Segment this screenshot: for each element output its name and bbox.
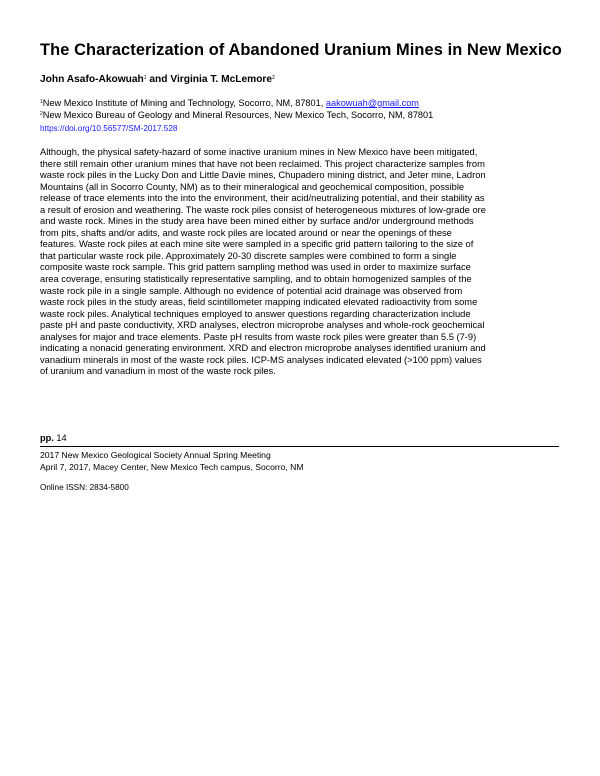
author-name: Virginia T. McLemore	[170, 74, 273, 85]
abstract-line: Mountains (all in Socorro County, NM) as to their mineralogical and geochemical composition, possible	[40, 181, 465, 192]
abstract-line: analyses for major and trace elements. Paste pH results from waste rock piles were greater than 5.5 (7-9)	[40, 331, 477, 342]
abstract-line: that particular waste rock pile. Approximately 20-30 discrete samples were combined to form a single	[40, 250, 457, 261]
meeting-info	[40, 450, 304, 473]
abstract-line: features. Waste rock piles at each mine site were sampled in a specific grid pattern tailoring to the size of	[40, 239, 474, 250]
affiliation-1	[40, 97, 419, 109]
pages-value: 14	[56, 433, 67, 443]
abstract-line: waste rock piles in the Lucky Don and Little Davie mines, Chupadero mining district, and Jeter mine, Ladron	[40, 170, 486, 181]
abstract-line: indicating a nonacid generating environment. XRD and electron microprobe analyses identified uranium and	[40, 343, 486, 354]
author-line	[40, 72, 275, 86]
email-link[interactable]: aakowuah@gmail.com	[325, 98, 419, 108]
abstract-line: waste rock piles. Analytical techniques employed to answer questions regarding characterization include	[40, 308, 471, 319]
paper-title: The Characterization of Abandoned Uranium Mines in New Mexico	[40, 41, 562, 59]
affiliation-marker: 1	[40, 99, 43, 105]
meeting-name: 2017 New Mexico Geological Society Annual Spring Meeting	[40, 450, 271, 460]
abstract-line: a result of erosion and weathering. The waste rock piles consist of heterogeneous mixtures of low-grade ore	[40, 204, 486, 215]
abstract-line: from pits, shafts and/or adits, and waste rock piles are located around or near the openings of these	[40, 227, 452, 238]
author-affiliation-marker: 2	[272, 75, 275, 81]
affiliation-text: New Mexico Institute of Mining and Technology, Socorro, NM, 87801,	[42, 98, 326, 108]
author-name: John Asafo-Akowuah	[40, 74, 144, 85]
author-connector: and	[146, 74, 171, 85]
affiliation-text: New Mexico Bureau of Geology and Mineral Resources, New Mexico Tech, Socorro, NM, 87801	[42, 110, 434, 120]
page-range	[40, 433, 67, 444]
doi-link[interactable]: https://doi.org/10.56577/SM-2017.528	[40, 124, 178, 133]
affiliation-marker: 2	[40, 111, 43, 117]
issn: Online ISSN: 2834-5800	[40, 483, 129, 492]
abstract-line: there still remain other uranium mines that have not been reclaimed. This project characterize samples from	[40, 158, 485, 169]
affiliation-2	[40, 109, 433, 121]
author-affiliation-marker: 1	[143, 75, 147, 81]
abstract-line: Although, the physical safety-hazard of some inactive uranium mines in New Mexico have been mitigated,	[40, 147, 478, 157]
abstract-line: release of trace elements into the into the environment, their acid/neutralizing potential, and their stability as	[40, 193, 485, 204]
abstract-line: area coverage, ensuring statistically representative sampling, and to obtain homogenized samples of the	[40, 274, 472, 285]
abstract-line: vanadium minerals in most of the waste rock piles. ICP-MS analyses indicated elevated (>100 ppm) values	[40, 354, 482, 365]
abstract-line: composite waste rock sample. This grid pattern sampling method was used in order to maximize surface	[40, 262, 471, 273]
meeting-date-location: April 7, 2017, Macey Center, New Mexico Tech campus, Socorro, NM	[40, 461, 304, 472]
footer-divider	[40, 446, 559, 447]
pages-label: pp.	[40, 433, 54, 443]
abstract-line: paste pH and paste conductivity, XRD analyses, electron microprobe analyses and whole-rock geochemical	[40, 320, 485, 331]
abstract-line: of uranium and vanadium in most of the waste rock piles.	[40, 366, 276, 377]
abstract-body	[40, 147, 560, 378]
abstract-line: waste rock piles in the study areas, field scintillometer mapping indicated elevated radioactivity from some	[40, 297, 478, 308]
abstract-line: waste rock pile in a single sample. Although no evidence of potential acid drainage was observed from	[40, 285, 463, 296]
abstract-line: and waste rock. Mines in the study area have been mined either by surface and/or underground methods	[40, 216, 474, 227]
